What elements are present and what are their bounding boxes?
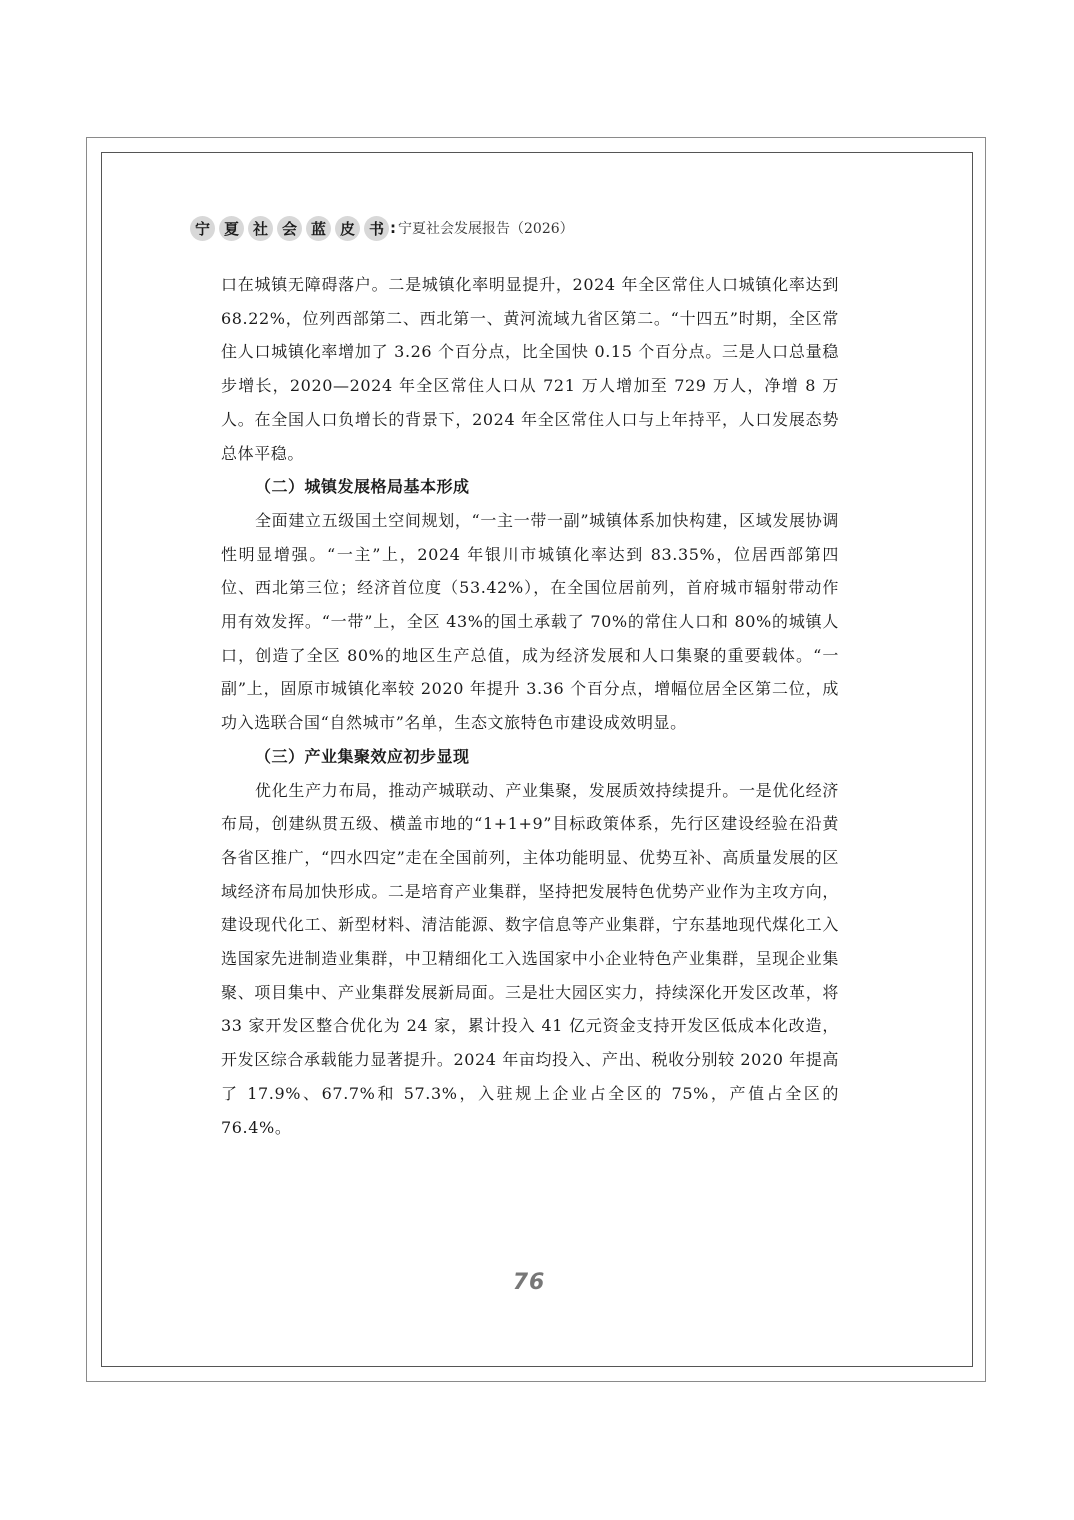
series-char: 皮 [335,216,360,241]
series-char: 书 [364,216,389,241]
series-char: 夏 [219,216,244,241]
body-paragraph: 全面建立五级国土空间规划，“一主一带一副”城镇体系加快构建，区域发展协调性明显增强。“一主”上，2024 年银川市城镇化率达到 83.35%，位居西部第四位、西北第三位；经济首位度（53.42%），在全国位居前列，首府城市辐射带动作用有效发挥。“一带”上，全区 43%的国土承载了 70%的常住人口和 80%的城镇人口，创造了全区 80%的地区生产总值，成为经济发展和人口集聚的重要载体。“一副”上，固原市城镇化率较 2020 年提升 3.36 个百分点，增幅位居全区第二位，成功入选联合国“自然城市”名单，生态文旅特色市建设成效明显。 [221,510,839,733]
series-char: 社 [248,216,273,241]
running-header [190,213,574,243]
section-heading: （二）城镇发展格局基本形成 [255,477,470,497]
main-text [221,268,839,1144]
body-paragraph: 优化生产力布局，推动产城联动、产业集聚，发展质效持续提升。一是优化经济布局，创建纵贯五级、横盖市地的“1+1+9”目标政策体系，先行区建设经验在沿黄各省区推广，“四水四定”走在全国前列，主体功能明显、优势互补、高质量发展的区域经济布局加快形成。二是培育产业集群，坚持把发展特色优势产业作为主攻方向，建设现代化工、新型材料、清洁能源、数字信息等产业集群，宁东基地现代煤化工入选国家先进制造业集群，中卫精细化工入选国家中小企业特色产业集群，呈现企业集聚、项目集中、产业集群发展新局面。三是壮大园区实力，持续深化开发区改革，将 33 家开发区整合优化为 24 家，累计投入 41 亿元资金支持开发区低成本化改造，开发区综合承载能力显著提升。2024 年亩均投入、产出、税收分别较 2020 年提高了 17.9%、67.7%和 57.3%，入驻规上企业占全区的 75%，产值占全区的 76.4%。 [221,780,839,1137]
body-paragraph: 口在城镇无障碍落户。二是城镇化率明显提升，2024 年全区常住人口城镇化率达到 68.22%，位列西部第二、西北第一、黄河流域九省区第二。“十四五”时期，全区常住人口城镇化率增加了 3.26 个百分点，比全国快 0.15 个百分点。三是人口总量稳步增长，2020—2024 年全区常住人口从 721 万人增加至 729 万人，净增 8 万人。在全国人口负增长的背景下，2024 年全区常住人口与上年持平，人口发展态势总体平稳。 [221,275,839,463]
section-heading: （三）产业集聚效应初步显现 [255,746,470,766]
series-char: 会 [277,216,302,241]
page-number: 76 [512,1270,546,1295]
header-separator: : [390,219,396,237]
series-name-badge [190,216,389,241]
series-char: 蓝 [306,216,331,241]
report-title: 宁夏社会发展报告（2026） [398,221,574,237]
series-char: 宁 [190,216,215,241]
